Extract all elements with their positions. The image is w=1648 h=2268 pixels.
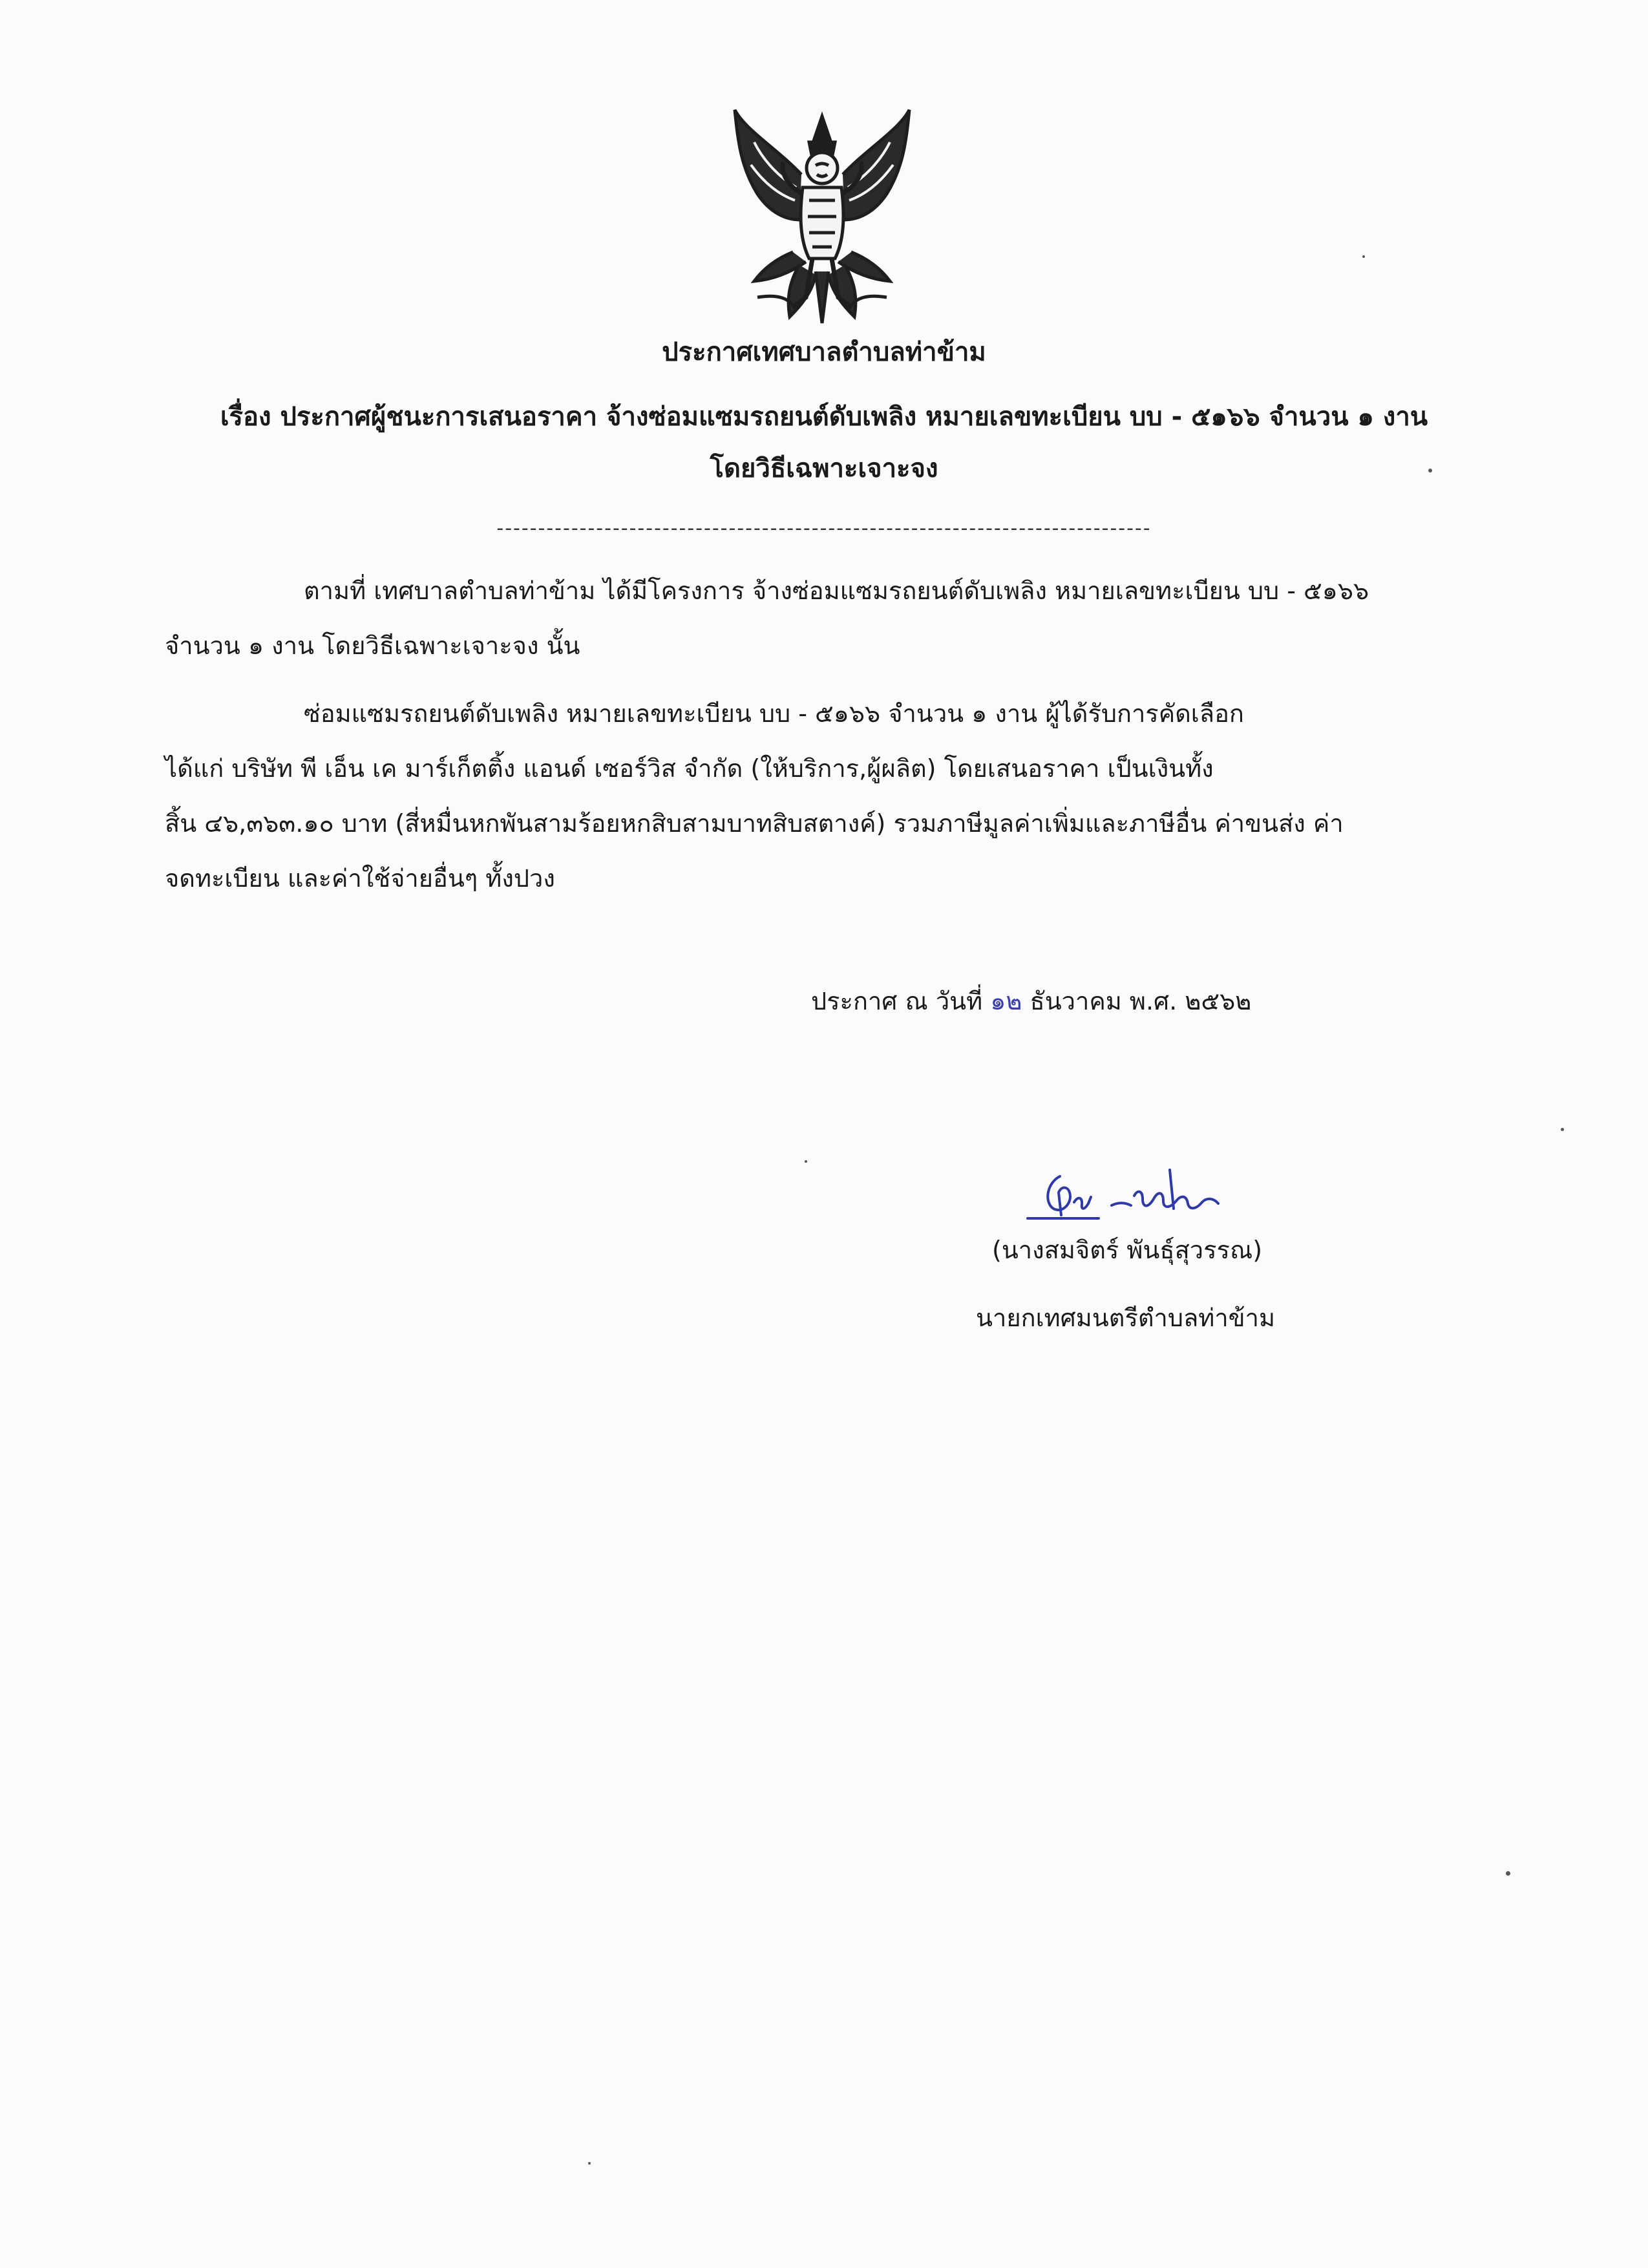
announcement-date <box>811 986 1251 1017</box>
paragraph-2-line-3: สิ้น ๔๖,๓๖๓.๑๐ บาท (สี่หมื่นหกพันสามร้อยหกสิบสามบาทสิบสตางค์) รวมภาษีมูลค่าเพิ่มและภาษีอื่น ค่าขนส่ง ค่า <box>165 809 1344 838</box>
paragraph-2-line-2: ได้แก่ บริษัท พี เอ็น เค มาร์เก็ตติ้ง แอนด์ เซอร์วิส จำกัด (ให้บริการ,ผู้ผลิต) โดยเสนอราคา เป็นเงินทั้ง <box>165 754 1214 783</box>
signatory-name: (นางสมจิตร์ พันธุ์สุวรรณ) <box>992 1236 1263 1264</box>
date-suffix: ธันวาคม พ.ศ. ๒๕๖๒ <box>1022 987 1252 1015</box>
scan-speck <box>1428 469 1432 472</box>
scan-speck <box>588 2162 591 2165</box>
signatory-position: นายกเทศมนตรีตำบลท่าข้าม <box>976 1304 1276 1332</box>
scan-speck <box>1506 1871 1510 1876</box>
paragraph-1-line-2: จำนวน ๑ งาน โดยวิธีเฉพาะเจาะจง นั้น <box>165 631 580 660</box>
handwritten-signature <box>1021 1163 1234 1235</box>
document-title: ประกาศเทศบาลตำบลท่าข้าม <box>662 337 986 367</box>
date-prefix: ประกาศ ณ วันที่ <box>811 987 991 1015</box>
paragraph-2-line-1: ซ่อมแซมรถยนต์ดับเพลิง หมายเลขทะเบียน บบ - ๕๑๖๖ จำนวน ๑ งาน ผู้ได้รับการคัดเลือก <box>304 699 1244 728</box>
scan-speck <box>805 1160 807 1163</box>
garuda-emblem-icon <box>719 103 925 330</box>
scan-speck <box>1561 1128 1564 1131</box>
document-subject: เรื่อง ประกาศผู้ชนะการเสนอราคา จ้างซ่อมแซมรถยนต์ดับเพลิง หมายเลขทะเบียน บบ - ๕๑๖๖ จำนวน ๑ งาน <box>220 402 1428 432</box>
date-day: ๑๒ <box>990 987 1022 1015</box>
separator-line: ------------------------------------------------------------------------------- <box>496 517 1152 540</box>
scan-speck <box>1362 255 1365 258</box>
paragraph-2-line-4: จดทะเบียน และค่าใช้จ่ายอื่นๆ ทั้งปวง <box>165 864 555 893</box>
document-subject-continued: โดยวิธีเฉพาะเจาะจง <box>710 454 938 483</box>
paragraph-1-line-1: ตามที่ เทศบาลตำบลท่าข้าม ได้มีโครงการ จ้างซ่อมแซมรถยนต์ดับเพลิง หมายเลขทะเบียน บบ - ๕๑๖๖ <box>304 577 1369 605</box>
